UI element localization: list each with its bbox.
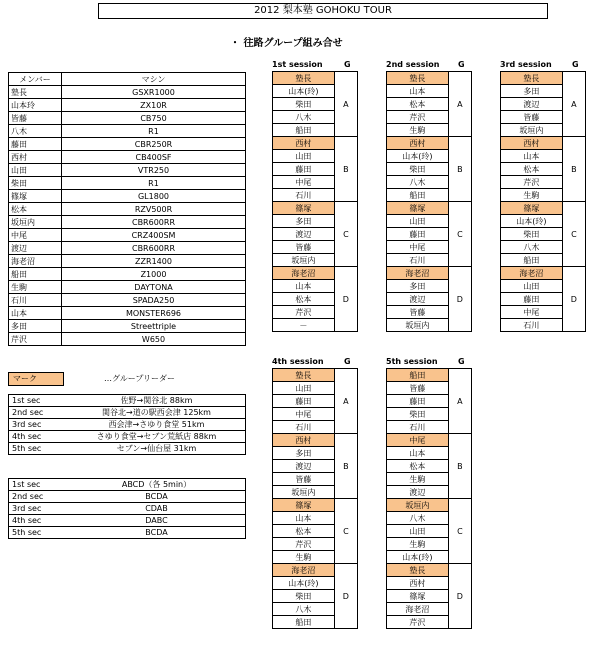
member-name: 石川 — [9, 294, 62, 307]
table-row — [501, 267, 586, 280]
session-table — [272, 71, 358, 332]
member-machine: CBR600RR — [62, 216, 246, 229]
group-member: 皆藤 — [273, 241, 335, 254]
group-leader: 塾長 — [273, 369, 335, 382]
group-member: 芹沢 — [387, 111, 449, 124]
table-row — [387, 202, 472, 215]
group-leader: 船田 — [387, 369, 449, 382]
group-member: 渡辺 — [501, 98, 563, 111]
group-letter: A — [334, 369, 357, 434]
group-member: 多田 — [387, 280, 449, 293]
session-table — [386, 368, 472, 629]
group-column-header: G — [344, 60, 351, 69]
table-row — [9, 515, 246, 527]
group-leader: 塾長 — [273, 72, 335, 85]
group-letter: C — [334, 499, 357, 564]
group-letter: B — [334, 434, 357, 499]
group-member: 山本 — [501, 150, 563, 163]
table-row — [9, 503, 246, 515]
group-leader: 篠塚 — [501, 202, 563, 215]
table-row — [9, 407, 246, 419]
table-row — [9, 320, 246, 333]
group-member: 柴田 — [387, 408, 449, 421]
group-member: 松本 — [501, 163, 563, 176]
order-value: CDAB — [68, 503, 246, 515]
session-header — [272, 357, 358, 366]
group-letter: C — [448, 499, 471, 564]
group-member: 芹沢 — [273, 538, 335, 551]
group-letter: B — [334, 137, 357, 202]
group-leader: 海老沼 — [273, 267, 335, 280]
table-row — [9, 138, 246, 151]
table-row — [9, 491, 246, 503]
member-name: 塾長 — [9, 86, 62, 99]
member-name: 藤田 — [9, 138, 62, 151]
group-member: 坂垣内 — [273, 486, 335, 499]
member-machine: CRZ400SM — [62, 229, 246, 242]
group-column-header: G — [458, 60, 465, 69]
table-row — [273, 564, 358, 577]
group-leader: 坂垣内 — [387, 499, 449, 512]
member-name: 松本 — [9, 203, 62, 216]
group-member: 山本(玲) — [273, 85, 335, 98]
group-leader: 海老沼 — [387, 267, 449, 280]
group-member: 松本 — [387, 460, 449, 473]
table-row — [9, 190, 246, 203]
group-member: 山本 — [273, 280, 335, 293]
group-leader: 塾長 — [501, 72, 563, 85]
table-row — [9, 268, 246, 281]
group-member: 皆藤 — [273, 473, 335, 486]
session-name: 3rd session — [500, 60, 552, 69]
table-row — [9, 203, 246, 216]
group-member: 山田 — [273, 382, 335, 395]
group-leader: 篠塚 — [387, 202, 449, 215]
group-leader: 篠塚 — [273, 499, 335, 512]
table-row — [9, 294, 246, 307]
group-member: 多田 — [273, 215, 335, 228]
group-member: 船田 — [387, 189, 449, 202]
member-name: 山田 — [9, 164, 62, 177]
group-member: 芹沢 — [501, 176, 563, 189]
group-member: 山田 — [387, 215, 449, 228]
route-description: 関谷北→道の駅西会津 125km — [68, 407, 246, 419]
group-letter: D — [448, 564, 471, 629]
group-member: 海老沼 — [387, 603, 449, 616]
group-member: 皆藤 — [387, 382, 449, 395]
table-row — [501, 137, 586, 150]
table-row — [387, 434, 472, 447]
member-name: 坂垣内 — [9, 216, 62, 229]
group-member: 渡辺 — [387, 486, 449, 499]
group-member: 山本 — [387, 447, 449, 460]
group-member: 西村 — [387, 577, 449, 590]
table-row — [273, 267, 358, 280]
group-member: 山本(玲) — [273, 577, 335, 590]
group-member: 八木 — [501, 241, 563, 254]
table-row — [9, 86, 246, 99]
member-name: 山本玲 — [9, 99, 62, 112]
group-leader: 塾長 — [387, 72, 449, 85]
table-row — [9, 229, 246, 242]
group-member: 坂垣内 — [273, 254, 335, 267]
group-member: 生駒 — [501, 189, 563, 202]
group-member: 山本(玲) — [501, 215, 563, 228]
group-leader: 西村 — [387, 137, 449, 150]
group-leader: 塾長 — [387, 564, 449, 577]
member-name: 八木 — [9, 125, 62, 138]
order-sec-label: 5th sec — [9, 527, 69, 539]
table-row — [387, 267, 472, 280]
session-header — [386, 60, 472, 69]
member-machine: ZX10R — [62, 99, 246, 112]
member-name: 皆藤 — [9, 112, 62, 125]
group-column-header: G — [572, 60, 579, 69]
group-letter: C — [562, 202, 585, 267]
session-table — [500, 71, 586, 332]
table-row — [9, 307, 246, 320]
group-leader: 海老沼 — [501, 267, 563, 280]
order-table — [8, 478, 246, 539]
member-name: 篠塚 — [9, 190, 62, 203]
member-machine: GSXR1000 — [62, 86, 246, 99]
group-member: 山田 — [501, 280, 563, 293]
member-name: 山本 — [9, 307, 62, 320]
table-row — [9, 281, 246, 294]
session-name: 4th session — [272, 357, 324, 366]
group-member: 松本 — [273, 293, 335, 306]
route-sec-label: 5th sec — [9, 443, 69, 455]
group-member: 山本 — [273, 512, 335, 525]
order-value: BCDA — [68, 527, 246, 539]
member-machine: Streettriple — [62, 320, 246, 333]
table-row — [387, 72, 472, 85]
group-member: 石川 — [501, 319, 563, 332]
group-member: 多田 — [273, 447, 335, 460]
document-title: 2012 梨本塾 GOHOKU TOUR — [98, 3, 548, 19]
group-member: 中尾 — [387, 241, 449, 254]
group-leader: 中尾 — [387, 434, 449, 447]
table-row — [9, 333, 246, 346]
table-row — [9, 177, 246, 190]
member-machine: CB400SF — [62, 151, 246, 164]
group-letter: B — [562, 137, 585, 202]
member-machine: MONSTER696 — [62, 307, 246, 320]
group-member: 藤田 — [387, 228, 449, 241]
group-letter: A — [448, 72, 471, 137]
group-member: 篠塚 — [387, 590, 449, 603]
members-header-member: メンバー — [9, 73, 62, 86]
route-description: セブン→仙台屋 31km — [68, 443, 246, 455]
group-member: 山本(玲) — [387, 150, 449, 163]
group-member: 藤田 — [387, 395, 449, 408]
group-member: 柴田 — [501, 228, 563, 241]
section-subtitle: ・ 往路グループ組み合せ — [230, 38, 343, 49]
group-member: 山田 — [273, 150, 335, 163]
table-row — [387, 369, 472, 382]
group-member: 八木 — [387, 176, 449, 189]
member-name: 柴田 — [9, 177, 62, 190]
group-member: 石川 — [273, 421, 335, 434]
member-machine: RZV500R — [62, 203, 246, 216]
group-member: 船田 — [273, 124, 335, 137]
group-letter: B — [448, 434, 471, 499]
group-member: 八木 — [273, 111, 335, 124]
group-member: 渡辺 — [273, 228, 335, 241]
table-row — [9, 112, 246, 125]
group-member: 山本 — [387, 85, 449, 98]
group-letter: B — [448, 137, 471, 202]
group-letter: D — [448, 267, 471, 332]
group-letter: A — [562, 72, 585, 137]
group-member: 多田 — [501, 85, 563, 98]
member-name: 多田 — [9, 320, 62, 333]
member-name: 船田 — [9, 268, 62, 281]
group-member: 坂垣内 — [501, 124, 563, 137]
route-table — [8, 394, 246, 455]
members-header-machine: マシン — [62, 73, 246, 86]
group-member: － — [273, 319, 335, 332]
group-member: 石川 — [387, 254, 449, 267]
table-row — [9, 99, 246, 112]
session-header — [500, 60, 586, 69]
group-member: 芹沢 — [387, 616, 449, 629]
group-member: 石川 — [387, 421, 449, 434]
table-row — [9, 125, 246, 138]
table-row — [9, 151, 246, 164]
order-sec-label: 2nd sec — [9, 491, 69, 503]
session-header — [386, 357, 472, 366]
group-member: 柴田 — [387, 163, 449, 176]
group-member: 生駒 — [387, 538, 449, 551]
member-machine: DAYTONA — [62, 281, 246, 294]
group-member: 渡辺 — [273, 460, 335, 473]
leader-legend-swatch: マーク — [8, 372, 64, 386]
table-row — [9, 164, 246, 177]
group-letter: C — [448, 202, 471, 267]
table-row — [273, 137, 358, 150]
route-sec-label: 2nd sec — [9, 407, 69, 419]
group-member: 皆藤 — [501, 111, 563, 124]
session-name: 1st session — [272, 60, 323, 69]
route-sec-label: 4th sec — [9, 431, 69, 443]
table-row — [9, 479, 246, 491]
group-member: 皆藤 — [387, 306, 449, 319]
group-member: 渡辺 — [387, 293, 449, 306]
member-name: 渡辺 — [9, 242, 62, 255]
member-machine: CB750 — [62, 112, 246, 125]
group-member: 松本 — [273, 525, 335, 538]
group-member: 山田 — [387, 525, 449, 538]
table-row — [273, 434, 358, 447]
group-member: 生駒 — [387, 124, 449, 137]
member-name: 芹沢 — [9, 333, 62, 346]
group-member: 中尾 — [501, 306, 563, 319]
route-sec-label: 3rd sec — [9, 419, 69, 431]
table-row — [387, 499, 472, 512]
group-member: 中尾 — [273, 408, 335, 421]
order-value: ABCD（各 5min） — [68, 479, 246, 491]
group-letter: D — [562, 267, 585, 332]
member-name: 西村 — [9, 151, 62, 164]
table-row — [9, 419, 246, 431]
table-row — [273, 202, 358, 215]
route-description: さゆり食堂→セブン荒紙店 88km — [68, 431, 246, 443]
member-name: 生駒 — [9, 281, 62, 294]
table-row — [9, 242, 246, 255]
group-member: 藤田 — [273, 395, 335, 408]
group-member: 柴田 — [273, 98, 335, 111]
table-row — [387, 564, 472, 577]
group-leader: 篠塚 — [273, 202, 335, 215]
order-value: BCDA — [68, 491, 246, 503]
group-leader: 西村 — [501, 137, 563, 150]
member-machine: ZZR1400 — [62, 255, 246, 268]
group-letter: A — [448, 369, 471, 434]
table-row — [9, 443, 246, 455]
leader-legend-text: …グループリーダー — [104, 374, 176, 383]
group-member: 藤田 — [501, 293, 563, 306]
group-member: 山本(玲) — [387, 551, 449, 564]
group-member: 八木 — [273, 603, 335, 616]
route-description: 西会津→さゆり食堂 51km — [68, 419, 246, 431]
session-header — [272, 60, 358, 69]
group-column-header: G — [458, 357, 465, 366]
group-member: 柴田 — [273, 590, 335, 603]
member-machine: R1 — [62, 177, 246, 190]
table-row — [9, 431, 246, 443]
table-row — [9, 527, 246, 539]
group-member: 船田 — [273, 616, 335, 629]
session-name: 2nd session — [386, 60, 440, 69]
table-row — [9, 216, 246, 229]
group-letter: D — [334, 564, 357, 629]
group-member: 芹沢 — [273, 306, 335, 319]
order-sec-label: 1st sec — [9, 479, 69, 491]
order-sec-label: 3rd sec — [9, 503, 69, 515]
group-member: 藤田 — [273, 163, 335, 176]
member-machine: GL1800 — [62, 190, 246, 203]
table-row — [273, 72, 358, 85]
group-member: 坂垣内 — [387, 319, 449, 332]
group-member: 石川 — [273, 189, 335, 202]
member-machine: CBR250R — [62, 138, 246, 151]
table-row — [387, 137, 472, 150]
group-leader: 海老沼 — [273, 564, 335, 577]
member-machine: SPADA250 — [62, 294, 246, 307]
table-row — [273, 499, 358, 512]
group-member: 生駒 — [387, 473, 449, 486]
members-table — [8, 72, 246, 346]
member-machine: VTR250 — [62, 164, 246, 177]
member-machine: CBR600RR — [62, 242, 246, 255]
group-member: 船田 — [501, 254, 563, 267]
route-description: 佐野→関谷北 88km — [68, 395, 246, 407]
order-sec-label: 4th sec — [9, 515, 69, 527]
member-name: 海老沼 — [9, 255, 62, 268]
member-machine: R1 — [62, 125, 246, 138]
table-row — [273, 369, 358, 382]
group-letter: D — [334, 267, 357, 332]
route-sec-label: 1st sec — [9, 395, 69, 407]
group-member: 生駒 — [273, 551, 335, 564]
session-table — [386, 71, 472, 332]
member-machine: Z1000 — [62, 268, 246, 281]
table-row — [9, 395, 246, 407]
table-row — [501, 72, 586, 85]
order-value: DABC — [68, 515, 246, 527]
member-machine: W650 — [62, 333, 246, 346]
group-leader: 西村 — [273, 137, 335, 150]
group-letter: A — [334, 72, 357, 137]
group-leader: 西村 — [273, 434, 335, 447]
group-letter: C — [334, 202, 357, 267]
session-table — [272, 368, 358, 629]
table-row — [501, 202, 586, 215]
group-member: 松本 — [387, 98, 449, 111]
group-column-header: G — [344, 357, 351, 366]
member-name: 中尾 — [9, 229, 62, 242]
session-name: 5th session — [386, 357, 438, 366]
group-member: 中尾 — [273, 176, 335, 189]
group-member: 八木 — [387, 512, 449, 525]
table-row — [9, 255, 246, 268]
